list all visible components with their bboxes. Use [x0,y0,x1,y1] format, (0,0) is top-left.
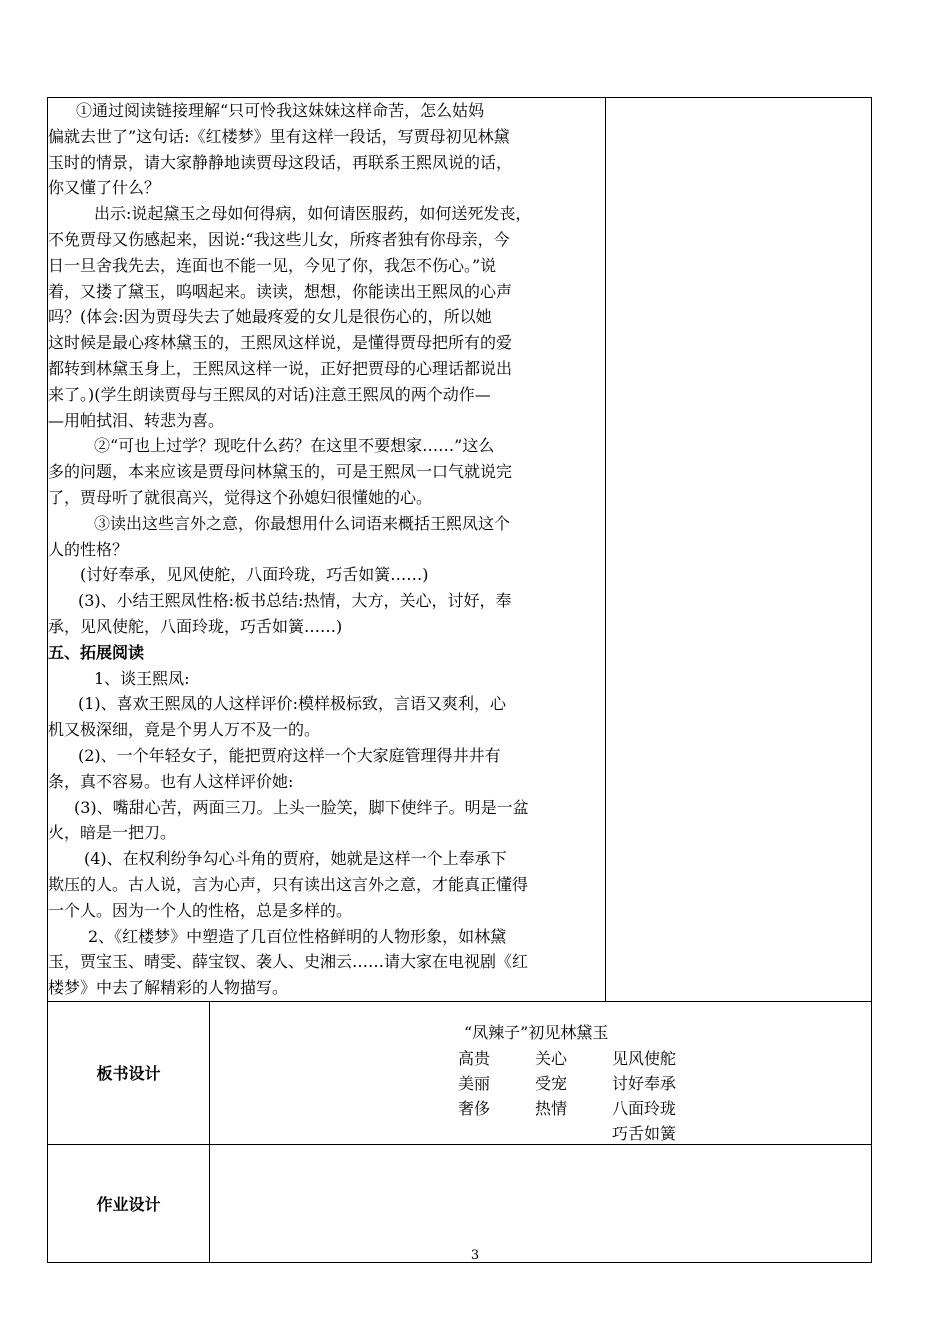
board-design-term: 见风使舵 [612,1048,677,1068]
content-line: 出示:说起黛玉之母如何得病，如何请医服药，如何送死发丧， [94,204,532,224]
board-design-term: 高贵 [458,1048,491,1068]
content-line: 玉时的情景，请大家静静地读贾母这段话，再联系王熙凤说的话， [48,152,513,172]
content-line: ②“可也上过学？现吃什么药？在这里不要想家……”这么 [94,436,495,456]
teaching-process-cell [48,98,606,1002]
content-line: 你又懂了什么？ [48,178,161,198]
content-line: 偏就去世了”这句话:《红楼梦》里有这样一段话，写贾母初见林黛 [48,126,510,146]
content-line: ①通过阅读链接理解“只可怜我这妹妹这样命苦，怎么姑妈 [76,101,485,120]
content-line: 玉，贾宝玉、晴雯、薛宝钗、袭人、史湘云……请大家在电视剧《红 [48,952,529,972]
board-design-content [210,1002,871,1144]
content-line: (3)、嘴甜心苦，两面三刀。上头一脸笑，脚下使绊子。明是一盆 [74,797,529,817]
content-line: 吗？(体会:因为贾母失去了她最疼爱的女儿是很伤心的，所以她 [48,307,492,327]
content-line: ③读出这些言外之意，你最想用什么词语来概括王熙凤这个 [94,513,511,533]
content-line: (1)、喜欢王熙凤的人这样评价:模样极标致，言语又爽利，心 [78,694,507,714]
notes-cell [606,98,872,1002]
content-line: 人的性格？ [48,539,129,559]
board-design-term: 美丽 [458,1073,491,1093]
content-line: —用帕拭泪、转悲为喜。 [48,410,225,430]
homework-label: 作业设计 [48,1144,210,1262]
content-line: (4)、在权利纷争勾心斗角的贾府，她就是这样一个上奉承下 [84,849,507,869]
board-design-row [48,1001,872,1144]
content-line: 火，暗是一把刀。 [48,823,177,843]
content-line: 都转到林黛玉身上，王熙凤这样一说，正好把贾母的心理话都说出 [48,358,513,378]
content-line: 1、谈王熙凤: [94,668,190,688]
content-line: 这时候是最心疼林黛玉的，王熙凤这样说，是懂得贾母把所有的爱 [48,333,513,353]
section-heading: 五、拓展阅读 [48,642,145,662]
homework-cell [210,1144,872,1262]
content-line: 楼梦》中去了解精彩的人物描写。 [48,978,289,998]
lesson-plan-page [47,97,871,1263]
content-line: 承，见风使舵，八面玲珑，巧舌如簧……) [48,616,343,636]
content-line: 多的问题，本来应该是贾母问林黛玉的，可是王熙凤一口气就说完 [48,462,513,482]
content-line: 欺压的人。古人说，言为心声，只有读出这言外之意，才能真正懂得 [48,874,529,894]
page-number: 3 [470,1248,480,1263]
board-design-term: 奢侈 [458,1098,491,1118]
teaching-process-text [48,98,605,1001]
lesson-plan-table [47,97,872,1263]
content-line: 不免贾母又伤感起来，因说:“我这些儿女，所疼者独有你母亲，今 [48,229,510,249]
board-design-label: 板书设计 [48,1001,210,1144]
board-design-term: 巧舌如簧 [612,1123,677,1143]
board-design-term: 关心 [535,1048,568,1068]
content-line: 来了。)(学生朗读贾母与王熙凤的对话)注意王熙凤的两个动作— [48,384,491,404]
board-design-term: 热情 [535,1098,568,1118]
content-line: (讨好奉承，见风使舵，八面玲珑，巧舌如簧……) [80,565,429,585]
content-line: 条，真不容易。也有人这样评价她: [48,771,294,791]
board-design-term: 八面玲珑 [612,1098,677,1118]
board-design-term: 受宠 [535,1073,568,1093]
teaching-process-row [48,98,872,1002]
board-design-term: 讨好奉承 [612,1073,677,1093]
content-line: (2)、一个年轻女子，能把贾府这样一个大家庭管理得井井有 [78,745,501,765]
content-line: 了，贾母听了就很高兴，觉得这个孙媳妇很懂她的心。 [48,487,433,507]
board-design-cell [210,1001,872,1144]
board-design-title: “凤辣子”初见林黛玉 [464,1022,609,1042]
content-line: 2、《红楼梦》中塑造了几百位性格鲜明的人物形象，如林黛 [88,926,507,946]
homework-row [48,1144,872,1262]
content-line: 机又极深细，竟是个男人万不及一的。 [48,720,321,740]
content-line: 一个人。因为一个人的性格，总是多样的。 [48,900,353,920]
content-line: 着，又搂了黛玉，呜咽起来。读读，想想，你能读出王熙凤的心声 [48,281,513,301]
content-line: 日一旦舍我先去，连面也不能一见，今见了你，我怎不伤心。”说 [48,255,497,275]
content-line: (3)、小结王熙凤性格:板书总结:热情，大方，关心，讨好，奉 [78,591,512,611]
